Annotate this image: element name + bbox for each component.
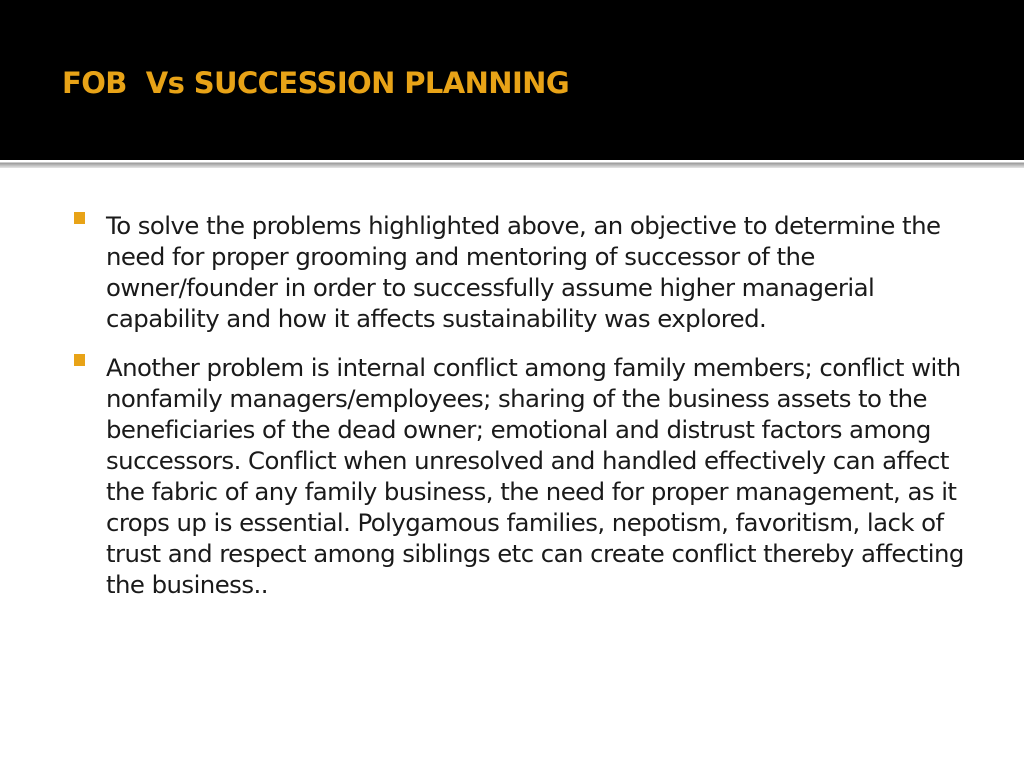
bullet-item [72,210,972,334]
square-bullet-icon [74,212,85,224]
bullet-text: Another problem is internal conflict among family members; conflict with nonfamily managers/employees; sharing of the business assets to the beneficiaries of the dead owner; emotional and distrust factors among successors. Conflict when unresolved and handled effectively can affect the fabric of any family business, the need for proper management, as it crops up is essential. Polygamous families, nepotism, favoritism, lack of trust and respect among siblings etc can create conflict thereby affecting the business.. [106,353,964,599]
slide-title: FOB Vs SUCCESSION PLANNING [62,66,570,100]
bullet-list [72,210,972,618]
title-bar [0,0,1024,160]
title-divider [0,160,1024,168]
bullet-item [72,352,972,600]
square-bullet-icon [74,354,85,366]
bullet-text: To solve the problems highlighted above, an objective to determine the need for proper grooming and mentoring of successor of the owner/founder in order to successfully assume higher managerial capability and how it affects sustainability was explored. [106,211,941,333]
